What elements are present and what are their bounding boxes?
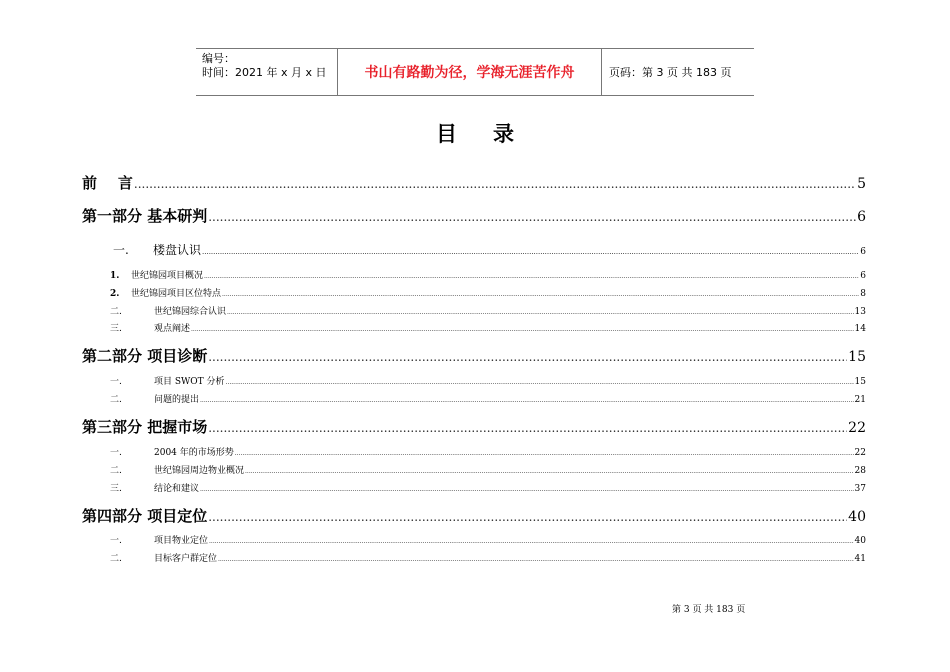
toc-entry-label: [113, 241, 201, 258]
toc-entry-text: 结论和建议: [154, 484, 200, 494]
toc-entry-label: [110, 374, 225, 387]
toc-entry[interactable]: [110, 481, 866, 494]
toc-entry[interactable]: [113, 241, 866, 258]
toc-dot-leader: [226, 379, 854, 386]
toc-entry-page: 21: [854, 395, 866, 405]
header-page-info: 页码：第 3 页 共 183 页: [609, 66, 732, 79]
toc-entry-text: 观点阐述: [154, 324, 191, 334]
toc-dot-leader: [235, 450, 854, 457]
toc-entry-text: 项目 SWOT 分析: [154, 377, 225, 387]
toc-entry-text: 前 言: [82, 174, 133, 192]
toc-entry-label: [110, 533, 208, 546]
page-title: 目录: [436, 122, 550, 146]
toc-dot-leader: [202, 248, 859, 256]
toc-entry-number: 三.: [110, 324, 122, 334]
toc-entry-text: 问题的提出: [154, 395, 200, 405]
toc-entry-label: [110, 445, 234, 458]
toc-entry-number: 一.: [110, 536, 122, 546]
toc-entry-label: [82, 416, 207, 437]
toc-entry[interactable]: [82, 205, 866, 226]
toc-entry-text: 目标客户群定位: [154, 554, 218, 564]
toc-dot-leader: [200, 397, 854, 404]
toc-entry-page: 5: [857, 176, 866, 192]
toc-entry-number: 一.: [110, 377, 122, 387]
toc-entry-label: [82, 345, 207, 366]
toc-entry-page: 37: [854, 484, 866, 494]
toc-entry-text: 世纪锦园项目区位特点: [131, 289, 222, 299]
toc-entry-page: 15: [854, 377, 866, 387]
toc-entry-number: 二.: [110, 466, 122, 476]
toc-entry-page: 6: [857, 209, 866, 225]
toc-entry[interactable]: [110, 445, 866, 458]
toc-dot-leader: [134, 177, 856, 191]
toc-dot-leader: [208, 210, 856, 224]
toc-entry-label: [110, 463, 244, 476]
toc-entry[interactable]: [110, 321, 866, 334]
toc-entry-label: [110, 551, 217, 564]
toc-entry-text: 第四部分 项目定位: [82, 507, 208, 525]
toc-entry-page: 8: [860, 289, 866, 299]
header-meta: [196, 49, 338, 95]
toc-entry-label: [110, 392, 199, 405]
toc-entry-text: 世纪锦园综合认识: [154, 307, 227, 317]
toc-entry[interactable]: [82, 505, 866, 526]
toc-entry-label: [110, 268, 203, 281]
toc-dot-leader: [191, 326, 854, 333]
header-time-label: 时间：2021 年 x 月 x 日: [202, 66, 327, 79]
toc-dot-leader: [222, 291, 859, 298]
toc-entry[interactable]: [110, 286, 866, 299]
toc-entry-page: 22: [854, 448, 866, 458]
toc-entry-page: 28: [854, 466, 866, 476]
toc-entry-label: [110, 286, 221, 299]
toc-entry[interactable]: [82, 345, 866, 366]
toc-entry[interactable]: [110, 551, 866, 564]
toc-dot-leader: [200, 486, 854, 493]
toc-entry-label: [110, 321, 190, 334]
toc-entry-number: 1.: [110, 271, 120, 281]
toc-entry-text: 世纪锦园周边物业概况: [154, 466, 245, 476]
toc-entry-text: 第一部分 基本研判: [82, 207, 208, 225]
toc-entry[interactable]: [110, 304, 866, 317]
toc-dot-leader: [218, 556, 854, 563]
toc-entry-page: 6: [860, 271, 866, 281]
toc-dot-leader: [245, 468, 854, 475]
toc-entry[interactable]: [110, 392, 866, 405]
toc-dot-leader: [204, 273, 859, 280]
toc-entry-number: 三.: [110, 484, 122, 494]
toc-entry[interactable]: [110, 268, 866, 281]
toc-dot-leader: [227, 309, 854, 316]
toc-entry-number: 二.: [110, 554, 122, 564]
toc-dot-leader: [208, 510, 847, 524]
toc-entry-page: 22: [848, 420, 866, 436]
toc-dot-leader: [209, 538, 854, 545]
toc-entry-text: 项目物业定位: [154, 536, 209, 546]
toc-entry[interactable]: [110, 463, 866, 476]
toc-dot-leader: [208, 421, 847, 435]
toc-entry-text: 第二部分 项目诊断: [82, 347, 208, 365]
toc-entry[interactable]: [82, 416, 866, 437]
toc-entry-number: 一.: [113, 243, 129, 257]
toc-entry-page: 6: [860, 247, 866, 257]
toc-entry[interactable]: [82, 172, 866, 193]
toc-entry-text: 世纪锦园项目概况: [131, 271, 204, 281]
header-number-label: 编号：: [202, 52, 235, 65]
toc-entry-page: 40: [854, 536, 866, 546]
document-header: [196, 48, 754, 96]
toc-entry-page: 13: [854, 307, 866, 317]
toc-entry[interactable]: [110, 374, 866, 387]
toc-entry-page: 14: [854, 324, 866, 334]
toc-entry-number: 二.: [110, 395, 122, 405]
toc-entry-number: 一.: [110, 448, 122, 458]
header-motto: 书山有路勤为径，学海无涯苦作舟: [338, 49, 602, 95]
page-footer: 第 3 页 共 183 页: [672, 605, 746, 615]
toc-entry-page: 15: [848, 349, 866, 365]
toc-entry-number: 2.: [110, 289, 120, 299]
toc-entry-text: 2004 年的市场形势: [154, 448, 234, 458]
toc-entry-label: [82, 205, 207, 226]
toc-dot-leader: [208, 350, 847, 364]
toc-entry-label: [110, 304, 226, 317]
toc-entry-number: 二.: [110, 307, 122, 317]
toc-entry-label: [82, 172, 133, 193]
toc-entry-text: 第三部分 把握市场: [82, 418, 208, 436]
toc-entry-label: [82, 505, 207, 526]
toc-entry-page: 41: [854, 554, 866, 564]
toc-entry-label: [110, 481, 199, 494]
toc-entry-page: 40: [848, 509, 866, 525]
toc-entry-text: 楼盘认识: [153, 243, 202, 257]
toc-entry[interactable]: [110, 533, 866, 546]
